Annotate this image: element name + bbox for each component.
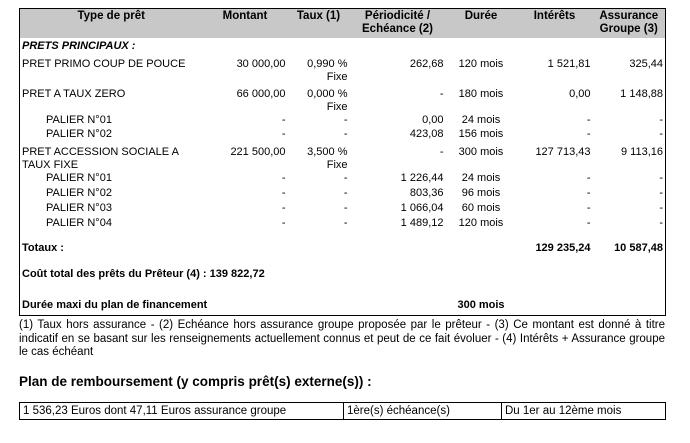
duree-maxi-row <box>20 289 666 315</box>
palier-assurance: - <box>659 114 663 126</box>
loan-table <box>19 8 666 316</box>
repayment-table <box>19 402 666 420</box>
palier-duree: 24 mois <box>461 172 501 184</box>
repayment-row <box>20 403 666 420</box>
palier-montant: - <box>281 128 286 140</box>
totals-interets: 129 235,24 <box>535 242 591 254</box>
palier-row <box>20 172 666 187</box>
loan-interets: 0,00 <box>569 88 591 100</box>
palier-taux: - <box>343 217 348 229</box>
loan-duree: 120 mois <box>458 58 504 70</box>
header-periodicite-line2: Echéance (2) <box>362 23 433 35</box>
palier-echeance: 1 489,12 <box>400 217 444 229</box>
header-periodicite <box>350 9 446 39</box>
palier-row <box>20 217 666 232</box>
loan-taux-value: 0,000 % <box>307 88 348 100</box>
cout-total-row <box>20 263 666 289</box>
section-title: PRETS PRINCIPAUX : <box>22 40 136 52</box>
loan-assurance: 325,44 <box>629 58 663 70</box>
loan-montant: 221 500,00 <box>230 146 286 158</box>
palier-echeance: 0,00 <box>422 114 444 126</box>
loan-echeance: - <box>439 146 444 158</box>
loan-name-line2: TAUX FIXE <box>22 159 79 171</box>
palier-assurance: - <box>659 172 663 184</box>
loan-interets: 1 521,81 <box>547 58 591 70</box>
duree-maxi-label: Durée maxi du plan de financement <box>22 299 208 311</box>
palier-interets: - <box>586 202 591 214</box>
loan-taux-type: Fixe <box>326 159 348 171</box>
repayment-periode: Du 1er au 12ème mois <box>502 403 666 420</box>
header-montant: Montant <box>203 9 288 39</box>
palier-label: PALIER N°02 <box>46 187 112 199</box>
loan-name: PRET A TAUX ZERO <box>22 88 126 100</box>
palier-label: PALIER N°03 <box>46 202 112 214</box>
loan-taux-value: 3,500 % <box>307 146 348 158</box>
palier-taux: - <box>343 172 348 184</box>
loan-duree: 180 mois <box>458 88 504 100</box>
loan-name <box>20 142 203 172</box>
palier-interets: - <box>586 128 591 140</box>
palier-montant: - <box>281 187 286 199</box>
palier-assurance: - <box>659 217 663 229</box>
palier-row <box>20 187 666 202</box>
header-taux: Taux (1) <box>288 9 350 39</box>
palier-row <box>20 114 666 128</box>
palier-interets: - <box>586 114 591 126</box>
palier-taux: - <box>343 128 348 140</box>
table-header-row <box>20 9 666 39</box>
palier-assurance: - <box>659 187 663 199</box>
header-periodicite-line1: Périodicité / <box>364 10 431 22</box>
header-assurance <box>593 9 666 39</box>
loan-row <box>20 142 666 172</box>
repayment-echeances: 1ère(s) échéance(s) <box>344 403 502 420</box>
header-type: Type de prêt <box>20 9 203 39</box>
loan-taux <box>288 84 350 114</box>
plan-title: Plan de remboursement (y compris prêt(s) externe(s)) : <box>19 374 372 389</box>
cout-total: Coût total des prêts du Prêteur (4) : 139 822,72 <box>22 268 265 280</box>
palier-duree: 96 mois <box>461 187 501 199</box>
palier-label: PALIER N°01 <box>46 172 112 184</box>
palier-echeance: 803,36 <box>409 187 444 199</box>
palier-duree: 120 mois <box>458 217 504 229</box>
loan-montant: 30 000,00 <box>236 58 286 70</box>
loan-interets: 127 713,43 <box>535 146 591 158</box>
loan-assurance: 1 148,88 <box>620 88 663 100</box>
loan-row <box>20 54 666 84</box>
totals-assurance: 10 587,48 <box>614 242 663 254</box>
palier-interets: - <box>586 172 591 184</box>
loan-taux <box>288 54 350 84</box>
loan-name: PRET PRIMO COUP DE POUCE <box>22 58 186 70</box>
loan-taux-type: Fixe <box>326 71 348 83</box>
loan-name-line1: PRET ACCESSION SOCIALE A <box>22 146 179 158</box>
repayment-amount: 1 536,23 Euros dont 47,11 Euros assurance groupe <box>20 403 344 420</box>
totals-row <box>20 232 666 263</box>
loan-taux-value: 0,990 % <box>307 58 348 70</box>
loan-taux <box>288 142 350 172</box>
section-row <box>20 38 666 54</box>
header-interets: Intérêts <box>517 9 593 39</box>
duree-maxi-value: 300 mois <box>457 299 505 311</box>
palier-montant: - <box>281 172 286 184</box>
palier-echeance: 1 226,44 <box>400 172 444 184</box>
loan-echeance: - <box>439 88 444 100</box>
totals-label: Totaux : <box>22 242 64 254</box>
palier-duree: 24 mois <box>461 114 501 126</box>
palier-interets: - <box>586 217 591 229</box>
palier-label: PALIER N°04 <box>46 217 112 229</box>
loan-row <box>20 84 666 114</box>
header-assurance-line1: Assurance <box>599 10 659 22</box>
palier-taux: - <box>343 202 348 214</box>
palier-echeance: 1 066,04 <box>400 202 444 214</box>
palier-row <box>20 202 666 217</box>
palier-taux: - <box>343 187 348 199</box>
loan-montant: 66 000,00 <box>236 88 286 100</box>
palier-label: PALIER N°02 <box>46 128 112 140</box>
palier-taux: - <box>343 114 348 126</box>
palier-row <box>20 128 666 142</box>
header-assurance-line2: Groupe (3) <box>599 23 658 35</box>
palier-montant: - <box>281 217 286 229</box>
palier-assurance: - <box>659 128 663 140</box>
palier-duree: 156 mois <box>458 128 504 140</box>
palier-montant: - <box>281 202 286 214</box>
palier-echeance: 423,08 <box>409 128 444 140</box>
palier-interets: - <box>586 187 591 199</box>
palier-duree: 60 mois <box>461 202 501 214</box>
loan-duree: 300 mois <box>458 146 504 158</box>
loan-assurance: 9 113,16 <box>620 146 663 158</box>
loan-echeance: 262,68 <box>409 58 444 70</box>
palier-label: PALIER N°01 <box>46 114 112 126</box>
loan-taux-type: Fixe <box>326 101 348 113</box>
header-duree: Durée <box>446 9 517 39</box>
palier-montant: - <box>281 114 286 126</box>
palier-assurance: - <box>659 202 663 214</box>
footnotes: (1) Taux hors assurance - (2) Echéance hors assurance groupe proposée par le prêteur - (3) Ce montant est donné à titre indicatif en se basant sur les renseignements actuellement connus et peut de ce fait évoluer - (4) Intérêts + Assurance groupe le cas échéant <box>19 319 665 358</box>
